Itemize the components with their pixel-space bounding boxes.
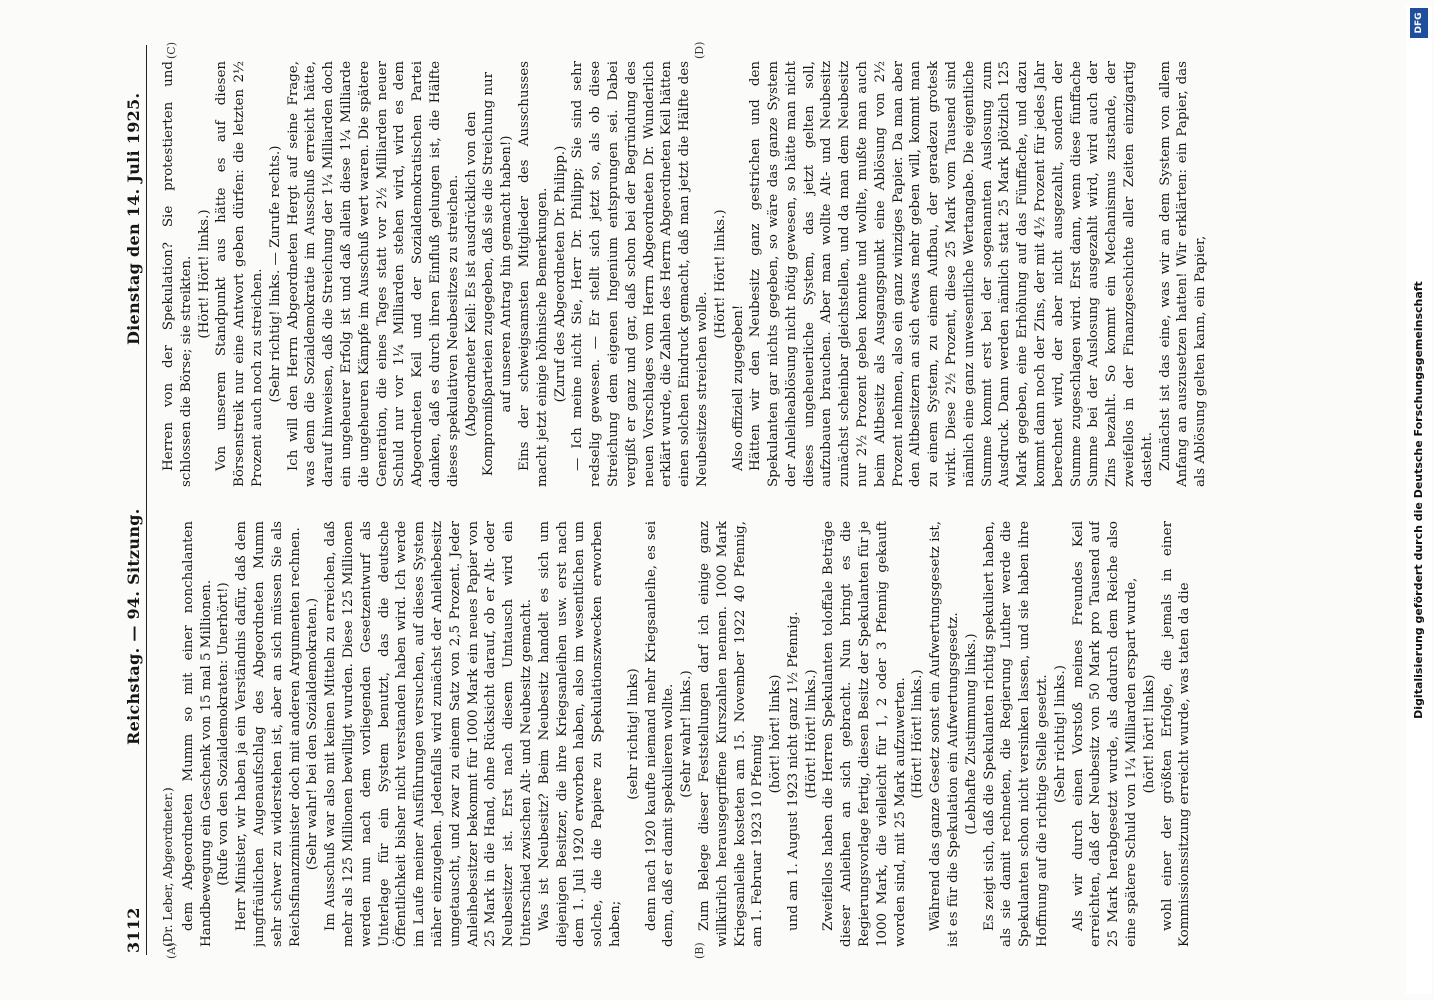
interjection: (Abgeordneter Keil: Es ist ausdrücklich von den Kompromißparteien zugegeben, daß sie die Streichung nur auf unseren Antrag hin gemacht haben!) [463, 71, 515, 477]
paragraph: Während das ganze Gesetz sonst ein Aufwertungsgesetz ist, ist es für die Spekulation ein Aufwertungsgesetz. [928, 521, 962, 947]
margin-mark-a: (A) [165, 942, 178, 959]
margin-mark-b: (B) [693, 942, 706, 959]
rotated-page [122, 41, 1302, 959]
paragraph: wohl einer der größten Erfolge, die jemals in einer Kommissionssitzung erreicht wurde, was taten da die [1159, 521, 1193, 947]
paragraph: denn nach 1920 kaufte niemand mehr Kriegsanleihe, es sei denn, daß er damit spekulieren wollte. [643, 521, 677, 947]
paragraph: Was ist Neubesitz? Beim Neubesitz handelt es sich um diejenigen Besitzer, die ihre Kriegsanleihen usw. erst nach dem 1. Juli 1920 erworben haben, also im wesentlichen um solche, die die Papiere zu Spekulationszwecken erworben haben; [536, 521, 623, 947]
paragraph: Zweifellos haben die Herren Spekulanten toloffale Beträge dieser Anleihen an sich gebracht. Nun bringt es die Regierungsvorlage fertig, diesen Besitz der Spekulanten für je 1000 Mark, die vielleicht für 1, 2 oder 3 Pfennig gekauft worden sind, mit 25 Mark aufzuwerten. [821, 521, 908, 947]
interjection: (Sehr richtig! links.) [1052, 665, 1068, 803]
interjection: (Hört! Hört! links.) [196, 209, 212, 339]
paragraph: — Ich meine nicht Sie, Herr Dr. Philipp; Sie sind sehr redselig gewesen. — Er stellt sich jetzt so, als ob diese Streichung dem eigenen Ingenium entsprungen sei. Dabei vergißt er ganz und gar, daß schon bei der Begründung des neuen Vorschlages vom Herrn Abgeordneten Dr. Wunderlich erklärt wurde, die Zahlen des Herrn Abgeordneten Keil hätten einen solchen Eindruck gemacht, daß man jetzt die Hälfte des Neubesitzes streichen wolle. [570, 61, 710, 487]
interjection: (Lebhafte Zustimmung links.) [963, 633, 979, 835]
paragraph: Im Ausschuß war also mit keinen Mitteln zu erreichen, daß mehr als 125 Millionen bewilligt wurden. Diese 125 Millionen werden nun nach dem vorliegenden Gesetzentwurf als Unterlage für ein System benutzt, das die deutsche Öffentlichkeit bisher nicht verstanden haben wird. Ich werde im Laufe meiner Ausführungen versuchen, auf dieses System näher einzugehen. Jedenfalls wird zunächst der Anleihebesitz umgetauscht, und zwar zu einem Satz von 2,5 Prozent. Jeder Anleihebesitzer bekommt für 1000 Mark ein neues Papier von 25 Mark in die Hand, ohne Rücksicht darauf, ob er Alt- oder Neubesitzer ist. Erst nach diesem Umtausch wird ein Unterschied zwischen Alt- und Neubesitz gemacht. [323, 521, 534, 947]
margin-mark-d: (D) [693, 41, 706, 59]
session-title: Reichstag. — 94. Sitzung. [124, 508, 143, 745]
sitting-date: Dienstag den 14. Juli 1925. [124, 92, 143, 345]
paragraph: Hätten wir den Neubesitz ganz gestrichen und den Spekulanten gar nichts gegeben, so wäre das ganze System der Anleiheablösung nicht nötig gewesen, so hätte man nicht dieses ungeheuerliche System, das jetzt gelten soll, aufzubauen brauchen. Aber man wollte Alt- und Neubesitz zunächst scheinbar gleichstellen, und da man dem Neubesitz nur 2½ Prozent geben konnte und wollte, mußte man auch beim Altbesitz als Ausgangspunkt eine Ablösung von 2½ Prozent nehmen, also ein ganz winziges Papier. Da man aber den Altbesitzern an sich etwas mehr geben will, kommt man zu einem System, zu einem Aufbau, der geradezu grotesk wirkt. Diese 2½ Prozent, diese 25 Mark vom Tausend sind nämlich eine ganz unwesentliche Wertangabe. Die eigentliche Summe kommt erst bei der sogenannten Auslosung zum Ausdruck. Dann werden nämlich statt 25 Mark plötzlich 125 Mark gegeben, eine Erhöhung auf das Fünffache, und dazu kommt dann noch der Zins, der mit 4½ Prozent für jedes Jahr berechnet wird, der aber nicht ausgezahlt, sondern der Summe zugeschlagen wird. Erst dann, wenn diese fünffache Summe bei der Auslosung ausgezahlt wird, wird auch der Zins bezahlt. So kommt ein Mechanismus zustande, der zweifellos in der Finanzgeschichte aller Zeiten einzigartig dasteht. [748, 61, 1155, 487]
interjection: (Zuruf des Abgeordneten Dr. Philipp.) [552, 145, 568, 403]
paragraph: Zunächst ist das eine, was wir an dem System von allem Anfang an auszusetzen hatten! Wir erklärten: ein Papier, das als Ablösung gelten kann, ein Papier, [1157, 61, 1209, 487]
interjection: (Sehr richtig! links. — Zurufe rechts.) [267, 145, 283, 403]
paragraph: Ich will den Herrn Abgeordneten Hergt auf seine Frage, was denn die Sozialdemokratie im Ausschuß erreicht hätte, darauf hinweisen, daß die Streichung der 1¼ Milliarden doch ein ungeheurer Erfolg ist und daß allein diese 1¼ Milliarde die ungeheuren Kämpfe im Ausschuß wert waren. Die spätere Generation, die eines Tages statt vor 2½ Milliarden neuer Schuld nur vor 1¼ Milliarden stehen wird, wird es dem Abgeordneten Keil und der Sozialdemokratischen Partei danken, daß es durch ihren Einfluß gelungen ist, die Hälfte dieses spekulativen Neubesitzes zu streichen. [285, 61, 461, 487]
paragraph: und am 1. August 1923 nicht ganz 1½ Pfennig. [785, 611, 801, 931]
interjection: (Hört! Hört! links.) [910, 669, 926, 799]
interjection: (Rufe von den Sozialdemokraten: Unerhört!) [216, 582, 232, 886]
digitization-footer [1406, 6, 1432, 994]
interjection: (Hört! Hört! links.) [803, 669, 819, 799]
paragraph: Zum Belege dieser Feststellungen darf ich einige ganz willkürlich herausgegriffene Kurszahlen nennen. 1000 Mark Kriegsanleihe kosteten am 15. November 1922 40 Pfennig, am 1. Februar 1923 10 Pfennig [696, 521, 766, 947]
interjection: (hört! hört! links) [768, 674, 784, 794]
paragraph: Von unserem Standpunkt aus hätte es auf diesen Börsenstreik nur eine Antwort geben dürfen: die letzten 2½ Prozent auch noch zu streichen. [214, 61, 265, 487]
left-column [160, 521, 1296, 947]
interjection: (sehr richtig! links) [625, 668, 641, 800]
running-head [122, 45, 147, 955]
right-column [160, 61, 1296, 487]
interjection: (hört! hört! links) [1141, 674, 1157, 794]
interjection: (Hört! Hört! links.) [712, 209, 728, 339]
paragraph: Herr Minister, wir haben ja ein Verständnis dafür, daß dem jungfräulichen Augenaufschlag des Abgeordneten Mumm sehr schwer zu widerstehen ist, aber an sich müssen Sie als Reichsfinanzminister doch mit anderen Argumenten rechnen. [234, 521, 303, 947]
speaker-note: (Dr. Leber, Abgeordneter.) [161, 787, 175, 947]
page-number: 3112 [124, 907, 143, 953]
paragraph: Als wir durch einen Vorstoß meines Freundes Keil erreichten, daß der Neubesitz von 50 Mark pro Tausend auf 25 Mark herabgesetzt wurde, als dadurch dem Reiche also eine spätere Schuld von 1¼ Milliarden erspart wurde, [1070, 521, 1140, 947]
paragraph: Es zeigt sich, daß die Spekulanten richtig spekuliert haben, als sie damit rechneten, die Regierung Luther werde die Spekulanten schon nicht versinken lassen, und sie haben ihre Hoffnung auf die richtige Stelle gesetzt. [981, 521, 1051, 947]
paragraph: Eins der schweigsamsten Mitglieder des Ausschusses macht jetzt einige höhnische Bemerkungen. [516, 61, 550, 487]
paragraph: Herren von der Spekulation? Sie protestierten und schlossen die Börse; sie streikten. [161, 61, 194, 487]
margin-mark-c: (C) [165, 42, 178, 59]
interjection: (Sehr wahr! links.) [679, 670, 695, 798]
interjection: (Sehr wahr! bei den Sozialdemokraten.) [305, 597, 321, 871]
digitization-note: Digitalisierung gefördert durch die Deutsche Forschungsgemeinschaft [1412, 281, 1425, 719]
dfg-logo-text: DFG [1414, 12, 1424, 34]
paragraph: Also offiziell zugegeben! [730, 304, 746, 471]
paragraph: dem Abgeordneten Mumm so mit einer nonchalanten Handbewegung ein Geschenk von 15 mal 5 Millionen. [180, 521, 214, 947]
